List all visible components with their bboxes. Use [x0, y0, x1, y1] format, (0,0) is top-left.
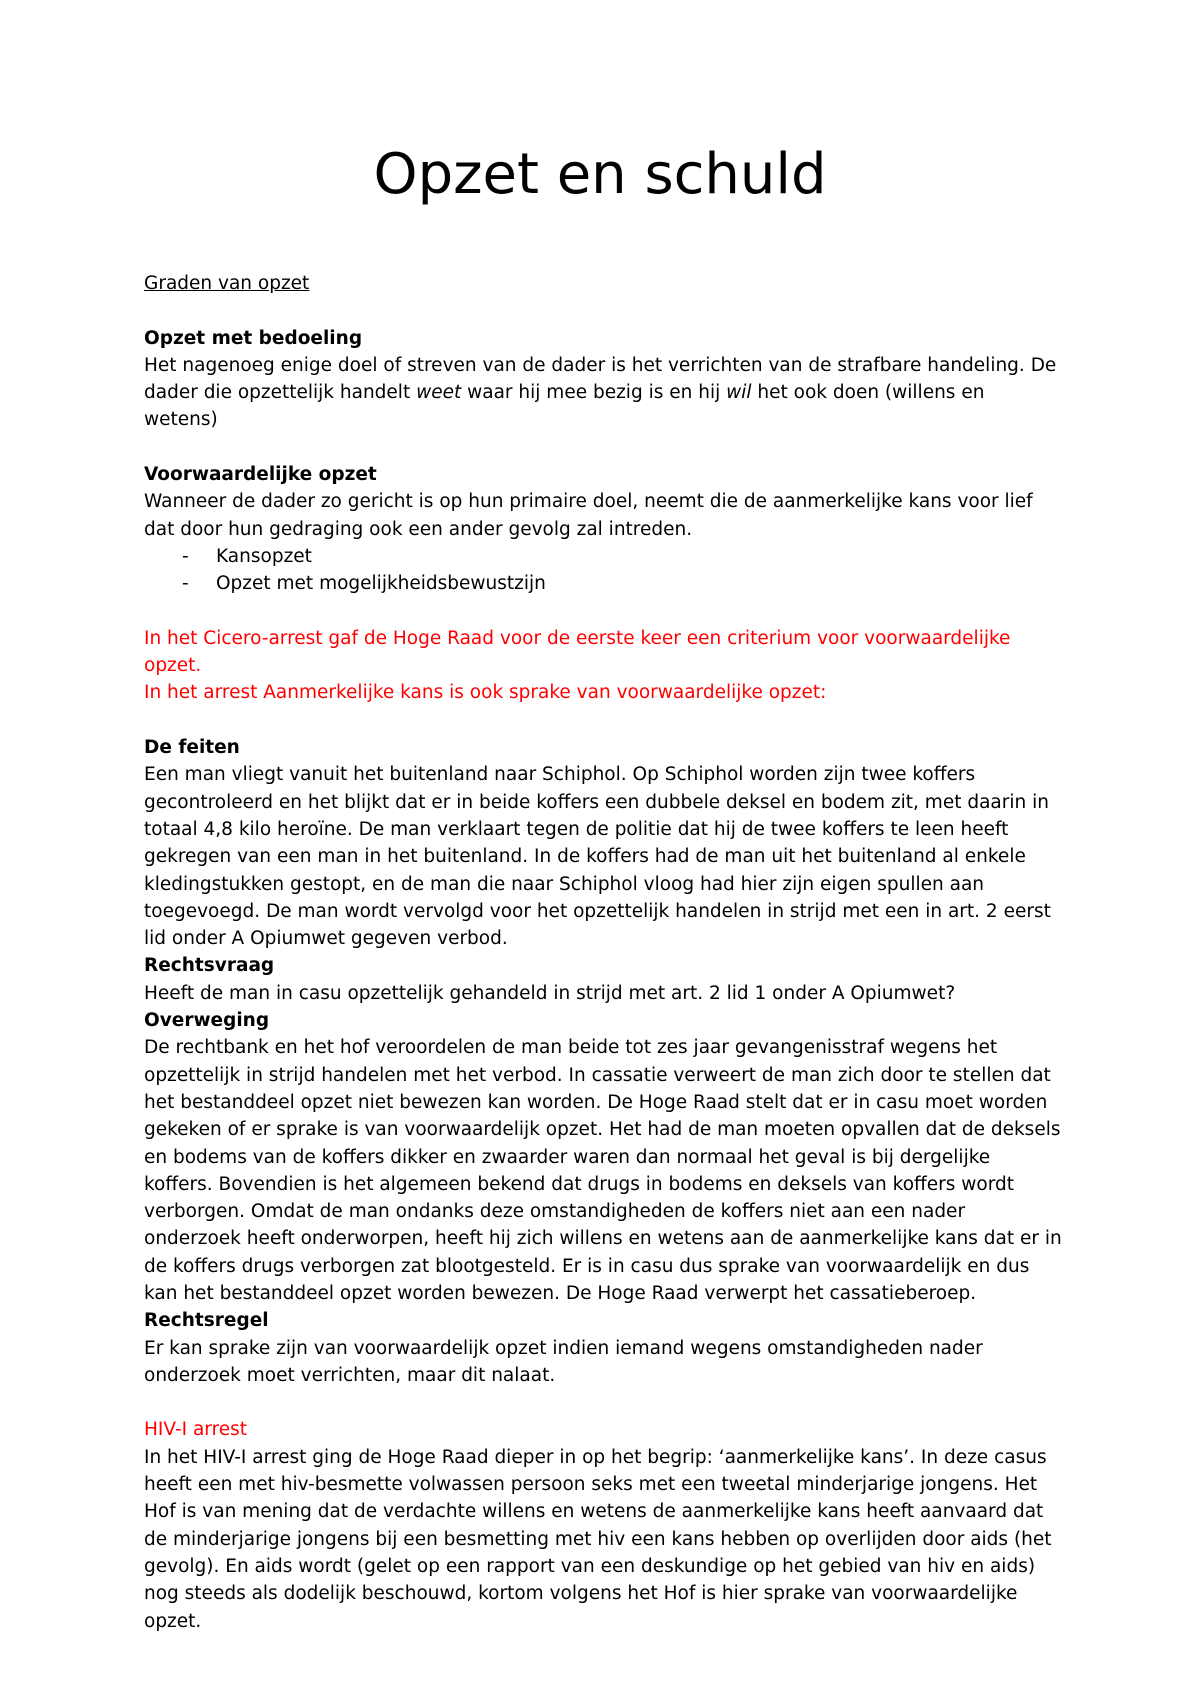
paragraph-hiv-arrest: In het HIV-I arrest ging de Hoge Raad dieper in op het begrip: ‘aanmerkelijke kans’. In deze casus heeft een met hiv-besmette volwassen persoon seks met een tweetal minderjarige jongens. Het Hof is van mening dat de verdachte willens en wetens de aanmerkelijke kans heeft aanvaard dat de minderjarige jongens bij een besmetting met hiv een kans hebben op overlijden door aids (het gevolg). En aids wordt (gelet op een rapport van een deskundige op het gebied van hiv en aids) nog steeds als dodelijk beschouwd, kortom volgens het Hof is hier sprake van voorwaardelijke opzet. — [144, 1446, 1052, 1632]
list-item-text: Opzet met mogelijkheidsbewustzijn — [216, 573, 546, 595]
list-item-text: Kansopzet — [216, 545, 312, 567]
list-item — [144, 570, 1064, 597]
text-run: waar hij mee bezig is en hij — [461, 382, 727, 404]
text-run: het ook doen (willens en wetens) — [144, 382, 985, 431]
bullet-list — [144, 543, 1064, 598]
heading-rechtsregel: Rechtsregel — [144, 1310, 269, 1332]
paragraph-rechtsregel: Er kan sprake zijn van voorwaardelijk opzet indien iemand wegens omstandigheden nader onderzoek moet verrichten, maar dit nalaat. — [144, 1337, 983, 1386]
heading-voorwaardelijke-opzet: Voorwaardelijke opzet — [144, 464, 377, 486]
list-item — [144, 543, 1064, 570]
paragraph-de-feiten: Een man vliegt vanuit het buitenland naar Schiphol. Op Schiphol worden zijn twee koffers gecontroleerd en het blijkt dat er in beide koffers een dubbele deksel en bodem zit, met daarin in totaal 4,8 kilo heroïne. De man verklaart tegen de politie dat hij de twee koffers te leen heeft gekregen van een man in het buitenland. In de koffers had de man uit het buitenland al enkele kledingstukken gestopt, en de man die naar Schiphol vloog had hier zijn eigen spullen aan toegevoegd. De man wordt vervolgd voor het opzettelijk handelen in strijd met een in art. 2 eerst lid onder A Opiumwet gegeven verbod. — [144, 764, 1051, 950]
emphasis-wil: wil — [726, 382, 752, 404]
bullet-dash: - — [182, 573, 189, 595]
paragraph-gap — [144, 1389, 1064, 1416]
paragraph-gap — [144, 707, 1064, 734]
heading-de-feiten: De feiten — [144, 737, 240, 759]
paragraph-voorwaardelijke-opzet: Wanneer de dader zo gericht is op hun primaire doel, neemt die de aanmerkelijke kans voor lief dat door hun gedraging ook een ander gevolg zal intreden. — [144, 491, 1033, 540]
red-note-line-2: In het arrest Aanmerkelijke kans is ook sprake van voorwaardelijke opzet: — [144, 682, 827, 704]
heading-overweging: Overweging — [144, 1010, 270, 1032]
bullet-dash: - — [182, 545, 189, 567]
document-title: Opzet en schuld — [373, 142, 827, 207]
section-heading: Graden van opzet — [144, 273, 310, 294]
paragraph-rechtsvraag: Heeft de man in casu opzettelijk gehandeld in strijd met art. 2 lid 1 onder A Opiumwet? — [144, 982, 956, 1004]
paragraph-gap — [144, 434, 1064, 461]
heading-opzet-met-bedoeling: Opzet met bedoeling — [144, 327, 363, 349]
heading-rechtsvraag: Rechtsvraag — [144, 955, 275, 977]
red-note-line-1: In het Cicero-arrest gaf de Hoge Raad voor de eerste keer een criterium voor voorwaardelijke opzet. — [144, 627, 1011, 677]
document-body — [144, 270, 1064, 1635]
heading-hiv-arrest: HIV-I arrest — [144, 1419, 248, 1441]
paragraph-gap — [144, 297, 1064, 324]
text-run: Het nagenoeg enige doel of streven van de dader is het verrichten van de strafbare handeling. De dader die opzettelijk handelt — [144, 354, 1057, 404]
paragraph-opzet-met-bedoeling — [144, 352, 1064, 434]
paragraph-gap — [144, 598, 1064, 625]
emphasis-weet: weet — [416, 382, 462, 404]
paragraph-overweging: De rechtbank en het hof veroordelen de man beide tot zes jaar gevangenisstraf wegens het opzettelijk in strijd handelen met het verbod. In cassatie verweert de man zich door te stellen dat het bestanddeel opzet niet bewezen kan worden. De Hoge Raad stelt dat er in casu moet worden gekeken of er sprake is van voorwaardelijk opzet. Het had de man moeten opvallen dat de deksels en bodems van de koffers dikker en zwaarder waren dan normaal het geval is bij dergelijke koffers. Bovendien is het algemeen bekend dat drugs in bodems en deksels van koffers wordt verborgen. Omdat de man ondanks deze omstandigheden de koffers niet aan een nader onderzoek heeft onderworpen, heeft hij zich willens en wetens aan de aanmerkelijke kans dat er in de koffers drugs verborgen zat blootgesteld. Er is in casu dus sprake van voorwaardelijk en dus kan het bestanddeel opzet worden bewezen. De Hoge Raad verwerpt het cassatieberoep. — [144, 1037, 1062, 1304]
